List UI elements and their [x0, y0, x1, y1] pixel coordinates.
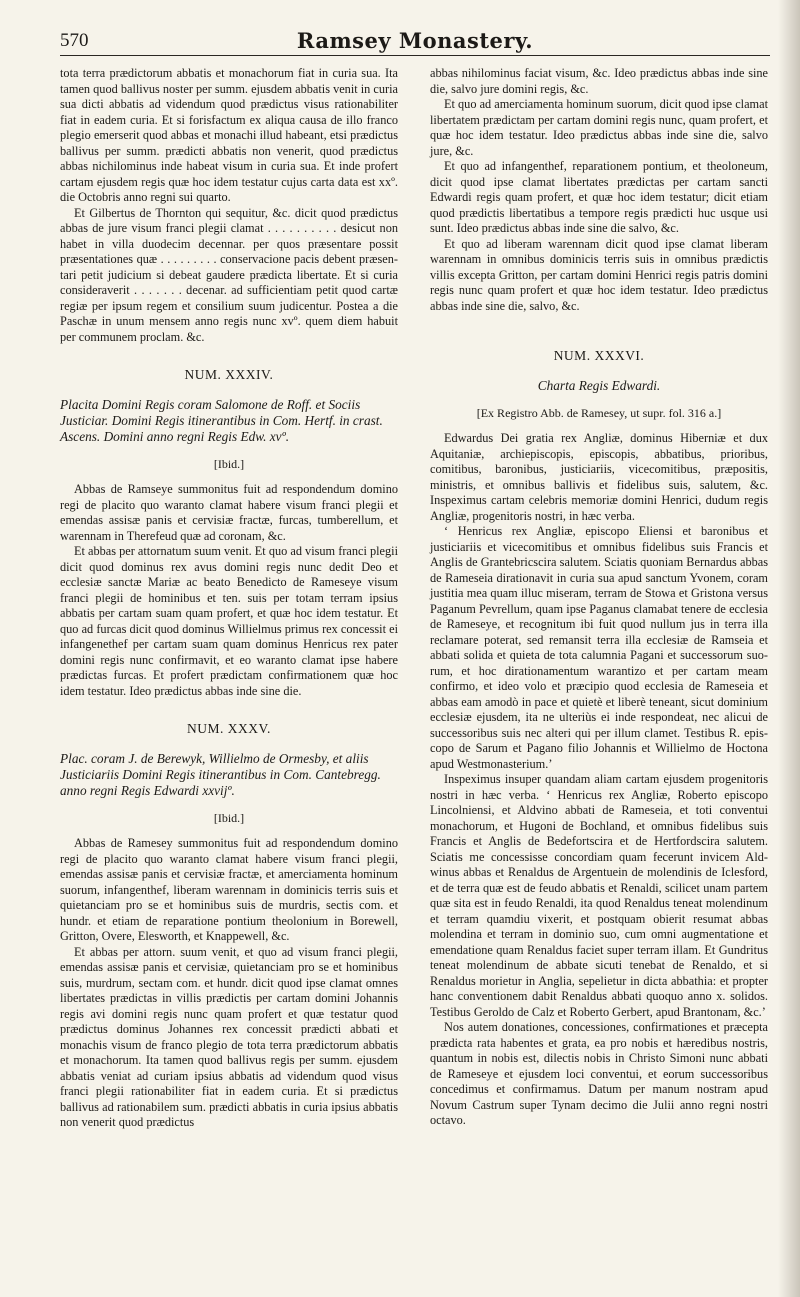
- running-title: Ramsey Monastery.: [296, 28, 534, 53]
- section-title: Placita Domini Regis coram Salomone de Roff. et Sociis Justiciar. Domini Regis itinerantibus in Com. Hertf. in crast. Ascens. Domini anno regni Regis Edw. xvº.: [60, 396, 383, 444]
- section-title: Plac. coram J. de Berewyk, Willielmo de Ormesby, et aliis Justiciariis Domini Regis itinerantibus in Com. Cantebregg. anno regni Regis Edwardi xxvijº.: [60, 750, 381, 798]
- paragraph: Inspeximus insuper quandam aliam cartam ejusdem progenitoris nostri in hæc verba. ‘ Henricus rex Angliæ, Roberto episcopo Lincolniensi, et Aldvino abbati de Rameseia, et toti conventui monachorum, et Hugoni de Bochland, et omnibus fidelibus suis Francis et Anglis de Bedefortscira et de Hertfordscira salutem. Sciatis me concessisse concordiam quam fecerunt invicem Aldwinus abbas et Renaldus de Argentuein de molendinis de Iclesford, et de terra quæ est de feudo abbatis et Renaldi, scilicet unam partem quæ sita est in feudo Renaldi, ita quod Renaldus teneat molendinum et terram quamdiu vixerit, et postquam obierit resumat abbas molendina et terram in dominio suo, cum omni augmentatione et emendatione quam Renaldus faciet super terram illam. Et Gundritus teneat molendinum de abbate sicuti tenebat de Renaldo, et si Renaldus morietur in Anglia, sepelietur in dicta abbathia: et propter hanc conventionem dabit Renaldus abbati quoquo anno x. solidos. Testibus Geroldo de Calz et Roberto Gerbert, apud Brantonam, &c.’: [430, 772, 768, 1019]
- paragraph: Et abbas per attorn. suum venit, et quo ad visum franci plegii, emendas assisæ panis et cervisiæ, quietanciam pro se et hominibus suis, murdrum, sectam com. et hundr. dicit quod ipse clamat omnes libertates prædictas in villis prædictis per cartam domini Johannis regis avi domini regis nunc quam profert et quæ testatur quod prædictus dominus Johannes rex concessit prædicti abbati et monachis visum de franco plegio de tota terra prædictorum abbatis et monachorum. Ita tamen quod ballivus regis per summ. ejusdem abbatis veniat ad curiam ipsius abbatis ad videndum quod visus franci plegii rationabiliter fiat in eadem curia. Et si prædictus ballivus ad rationabilem sum. prædicti abbatis in curia ipsius abbatis non venerit quod prædictus: [60, 944, 398, 1129]
- paragraph: Et Gilbertus de Thornton qui sequitur, &c. dicit quod prædictus abbas de jure visum franci plegii clamat . . . . . . . . . . desicut non habet in villa duodecim decennar. per quos præsentare possit præsentationes quæ . . . . . . . . . conservacione pacis debent præsentari petit judicium si debeat gaudere prædicta libertate. Et si curia consideraverit . . . . . . . decenar. ad sufficientiam petit quod cartæ regiæ per ipsum regem et consilium suum judicentur. Postea a die Paschæ in unum mensem anno regis nunc xvº. quem diem habuit per communem proclam. &c.: [60, 205, 398, 344]
- paragraph: tota terra prædictorum abbatis et monachorum fiat in curia sua. Ita tamen quod ballivus noster per summ. ejusdem abbatis venit in curia sua dicti abbatis ad videndum quod prædictus visus rationabiliter fiat in eadem curia. Et si forisfactum ex aliqua causa de illo franco plegio emerserit quod abbas et monachi illud habeant, etsi prædictus ballivus per summ. prædicti abbatis non venerit, quod prædictus abbas nichilominus inde habeat visum in curia sua. Et inde profert cartam ejusdem regis quæ hoc idem testatur cujus carta data est xxº. die Octobris anno regni sui quarto.: [60, 66, 398, 204]
- source-citation: [Ibid.]: [213, 456, 245, 471]
- header-rule: [60, 55, 770, 56]
- paragraph: Abbas de Ramseye summonitus fuit ad respondendum domino regi de placito quo waranto clamat habere visum franci plegii et emendas assisæ panis et cervisiæ fractæ, furcas, tumberellum, et warennam in Therefeud quæ ad coronam, &c.: [60, 482, 398, 543]
- paragraph: Nos autem donationes, concessiones, confirmationes et præcepta prædicta rata habentes et grata, ea pro nobis et hæredibus nostris, quantum in nobis est, dilectis nobis in Christo Simoni nunc abbati de Rameseye et ejusdem loci conventui, et eorum successoribus concedimus et confirmamus. Datum per manum nostram apud Novum Castrum super Tynam decimo die Julii anno regni nostri octavo.: [430, 1020, 768, 1127]
- paragraph: Et quo ad infangenthef, reparationem pontium, et theoloneum, dicit quod ipse clamat libertates prædictas per cartam sancti Edwardi regis quam profert, et quæ hoc idem testatur; dicit etiam quod prædictis libertatibus a tempore regis prædicti huc usque usi sunt. Ideo prædictus abbas inde sine die salvo, &c.: [430, 159, 768, 235]
- paragraph: Et abbas per attornatum suum venit. Et quo ad visum franci plegii dicit quod dominus rex avus domini regis nunc dedit Deo et ecclesiæ sanctæ Mariæ ac beato Benedicto de Rameseye visum franci plegii de hominibus et ten. suis per totam terram ipsius abbatis per cartam suam quam profert, et quæ hoc idem testatur. Et quo ad furcas dicit quod dominus Willielmus primus rex concessit ei infangenethef per cartam suam quam dominus Henricus rex pater domini regis nunc confirmavit, et eo waranto clamat ipse habere prædictas furcas. Et profert prædictam confirmationem quæ hoc idem testatur. Ideo prædictus abbas inde sine die.: [60, 544, 398, 698]
- section-number: NUM. XXXIV.: [184, 367, 274, 382]
- paragraph: Et quo ad liberam warennam dicit quod ipse clamat liberam warennam in omnibus dominicis terris suis in omnibus prædictis villis excepta Gritton, per cartam domini Henrici regis patris domini regis nunc quam profert et quæ hoc idem testatur. Ideo prædictus abbas inde sine die, salvo, &c.: [430, 236, 768, 313]
- section-number: NUM. XXXVI.: [553, 348, 645, 363]
- paragraph: Abbas de Ramesey summonitus fuit ad respondendum domino regi de placito quo waranto clamat habere visum franci plegii, emendas assisæ panis et cervisiæ fractæ, et amerciamenta hominum suorum, infangenthef, liberam warennam in dominicis terris suis et quietanciam pro se et hominibus suis de murdris, sectis com. et hundr. et etiam de reparatione pontium theolonium in Borewell, Gritton, Overe, Elesworth, et Knappewell, &c.: [60, 836, 398, 943]
- page-number: 570: [60, 30, 89, 51]
- paragraph: Et quo ad amerciamenta hominum suorum, dicit quod ipse clamat libertatem prædictam per cartam domini regis nunc, quam profert, et quæ hoc idem testatur. Ideo prædictus abbas inde sine die, salvo jure, &c.: [430, 97, 768, 158]
- page-edge-shadow: [778, 0, 800, 1297]
- paragraph: ‘ Henricus rex Angliæ, episcopo Eliensi et baronibus et justiciariis et vicecomitibus et omnibus fidelibus suis Francis et Anglis de Grantebricscira salutem. Sciatis quoniam Bernardus abbas de Rameseia dirationavit in curia sua apud sanctum Yvonem, coram justitia mea quam illuc miseram, terram de Stowa et Gristona versus Paganum Pevrellum, quam ipse Paganus clamabat tenere de ecclesia de Rameseye, et recognitum ibi fuit quod nullum jus in terra illa reclamare poterat, sed remansit terra illa ecclesiæ de Ramseia et abbati solida et quieta de tota calumnia Pagani et successorum suorum, et hoc dirationamentum warantizo et per cartam meam confirmo, et ideo volo et præcipio quod ecclesia de Rameseia et abbas eam amodò in pace et quietè et liberè teneant, sicut dominium ecclesiæ ejusdem, ita ne ulteriùs ei inde respondeat, nec alicui de successoribus suis nec alteri qui per illum clamet. Testibus R. episcopo de Sarum et Pagano filio Johannis et Willielmo de Hoctona apud Westmonasterium.’: [430, 524, 768, 771]
- section-title: Charta Regis Edwardi.: [537, 377, 661, 393]
- source-citation: [Ibid.]: [213, 810, 245, 825]
- section-number: NUM. XXXV.: [187, 721, 271, 736]
- page-header: [60, 28, 770, 56]
- left-column: [60, 66, 398, 1131]
- paragraph: abbas nihilominus faciat visum, &c. Ideo prædictus abbas inde sine die, salvo jure domini regis, &c.: [430, 66, 768, 96]
- paragraph: Edwardus Dei gratia rex Angliæ, dominus Hiberniæ et dux Aquitaniæ, archiepiscopis, episcopis, abbatibus, prioribus, comitibus, baronibus, justiciariis, vicecomitibus, præpositis, ministris, et omnibus ballivis et fidelibus suis, salutem, &c. Inspeximus cartam celebris memoriæ domini Henrici, dudum regis Angliæ, progenitoris nostri, in hæc verba.: [430, 431, 768, 523]
- right-column: [430, 66, 768, 1129]
- source-citation: [Ex Registro Abb. de Ramesey, ut supr. fol. 316 a.]: [476, 405, 722, 420]
